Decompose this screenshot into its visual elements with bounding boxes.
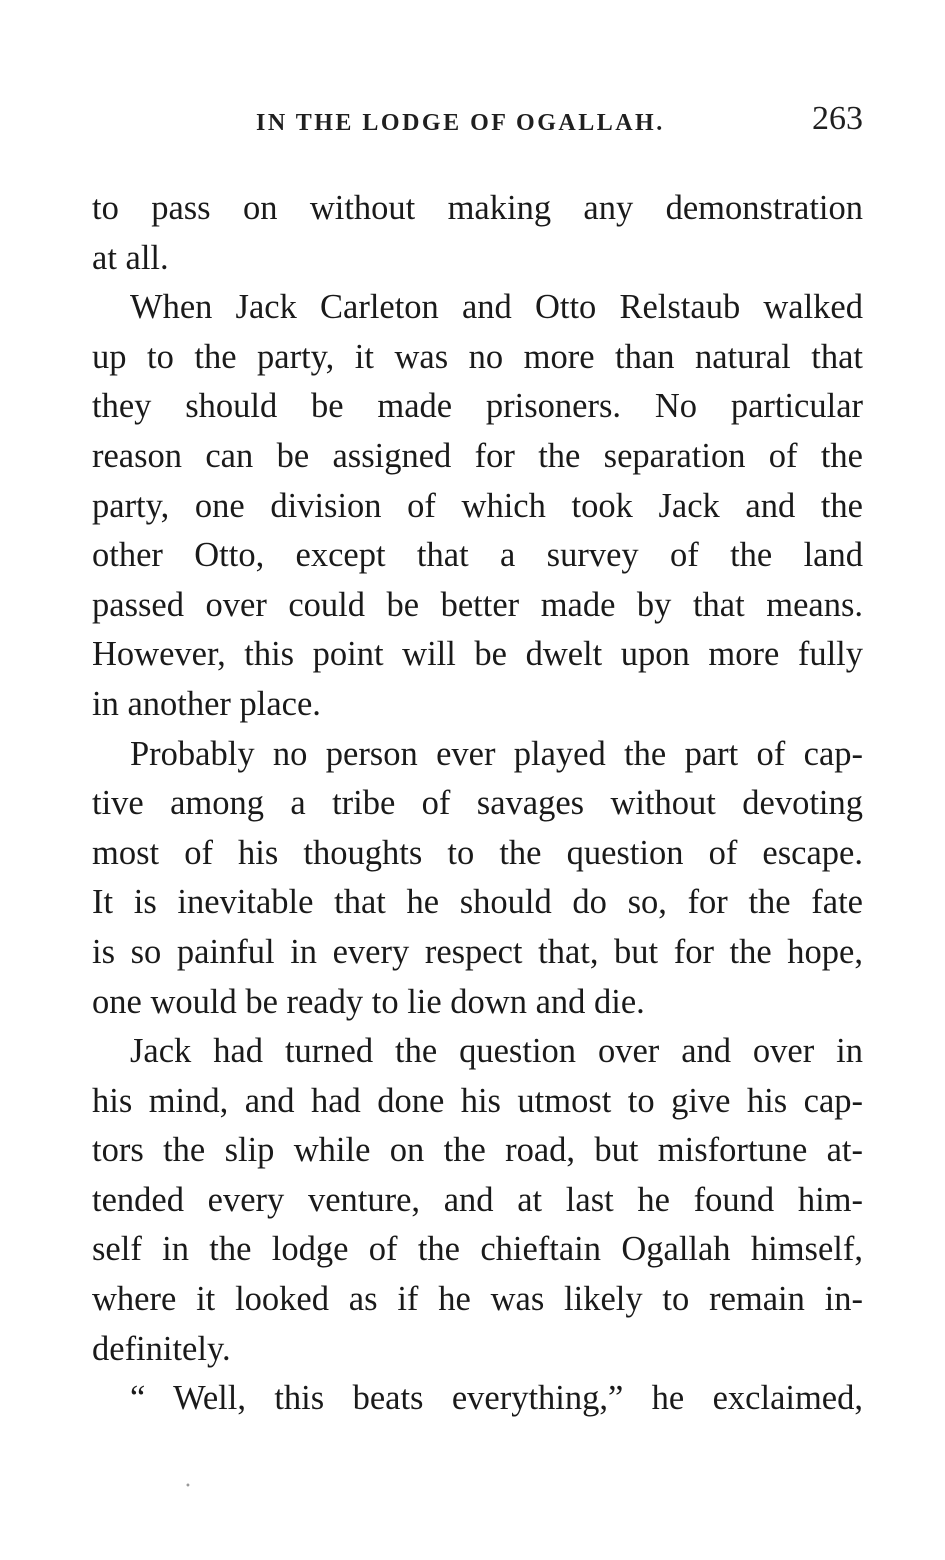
text-line: his mind, and had done his utmost to give his cap- bbox=[92, 1081, 863, 1120]
text-line: where it looked as if he was likely to remain in- bbox=[92, 1280, 863, 1319]
text-line: tended every venture, and at last he found him- bbox=[92, 1180, 863, 1219]
text-line: passed over could be better made by that means. bbox=[92, 585, 863, 624]
page-number: 263 bbox=[812, 100, 863, 137]
scan-speck: • bbox=[185, 1481, 191, 1492]
body-text bbox=[92, 184, 863, 1424]
text-line: up to the party, it was no more than natural that bbox=[92, 337, 863, 376]
text-line: tive among a tribe of savages without devoting bbox=[92, 784, 863, 823]
text-line: other Otto, except that a survey of the land bbox=[92, 536, 863, 575]
text-line: Probably no person ever played the part of cap- bbox=[130, 734, 863, 773]
text-line: one would be ready to lie down and die. bbox=[92, 982, 645, 1021]
text-line: tors the slip while on the road, but misfortune at- bbox=[92, 1131, 863, 1170]
text-line: to pass on without making any demonstration bbox=[92, 189, 863, 227]
text-line: However, this point will be dwelt upon more fully bbox=[92, 635, 863, 674]
running-title: IN THE LODGE OF OGALLAH. bbox=[256, 110, 665, 136]
text-line: It is inevitable that he should do so, for the fate bbox=[92, 883, 863, 922]
text-line: Jack had turned the question over and over in bbox=[130, 1032, 863, 1071]
text-line: in another place. bbox=[92, 684, 321, 723]
text-line: at all. bbox=[92, 238, 169, 277]
text-line: definitely. bbox=[92, 1329, 231, 1368]
text-line: reason can be assigned for the separation of the bbox=[92, 436, 863, 475]
text-line: self in the lodge of the chieftain Ogallah himself, bbox=[92, 1230, 863, 1269]
text-line: When Jack Carleton and Otto Relstaub walked bbox=[130, 288, 863, 327]
text-line: party, one division of which took Jack and the bbox=[92, 486, 863, 525]
running-head bbox=[92, 100, 863, 150]
text-line: is so painful in every respect that, but for the hope, bbox=[92, 932, 863, 971]
text-line: most of his thoughts to the question of escape. bbox=[92, 833, 863, 872]
text-line: “ Well, this beats everything,” he exclaimed, bbox=[130, 1379, 863, 1418]
text-line: they should be made prisoners. No particular bbox=[92, 387, 863, 426]
